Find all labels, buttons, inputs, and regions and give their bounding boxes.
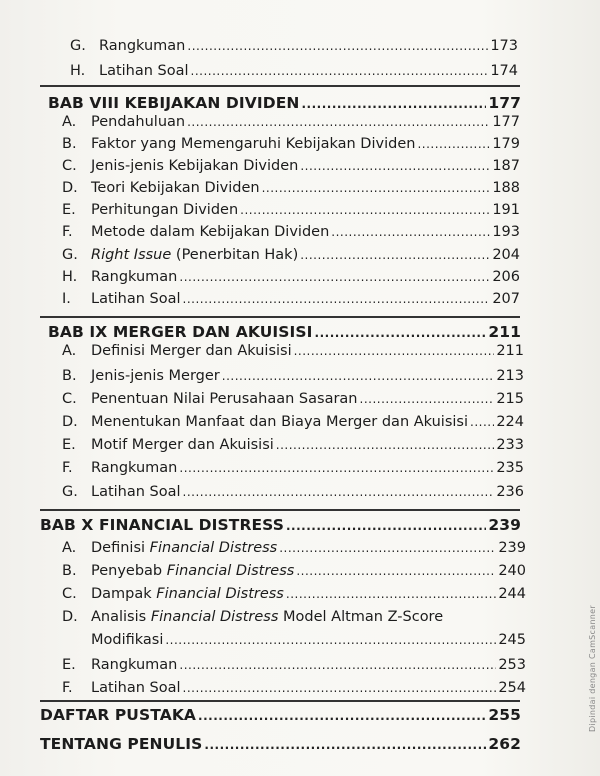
leader-dots	[179, 458, 494, 478]
chapter-divider	[40, 700, 520, 702]
chapter-divider	[40, 316, 520, 318]
leader-dots	[165, 630, 496, 650]
leader-dots	[276, 435, 495, 455]
leader-dots	[315, 322, 487, 343]
entry-title: Modifikasi	[91, 632, 164, 648]
leader-dots	[183, 678, 497, 698]
toc-entry-e[interactable]	[62, 655, 526, 675]
toc-entry-i[interactable]	[62, 289, 520, 309]
entry-letter: E.	[62, 437, 76, 453]
entry-title-text: Definisi	[91, 540, 150, 556]
leader-dots	[204, 734, 486, 755]
entry-page: 187	[492, 158, 520, 174]
entry-page: 207	[492, 291, 520, 307]
entry-title-italic: Financial Distress	[166, 563, 295, 579]
entry-letter: F.	[62, 460, 73, 476]
leader-dots	[286, 515, 486, 536]
toc-entry-c[interactable]	[62, 584, 526, 604]
toc-chapter-bab-viii[interactable]	[48, 93, 521, 114]
toc-entry-h[interactable]	[62, 267, 520, 287]
leader-dots	[301, 93, 486, 114]
entry-page: 173	[490, 38, 518, 54]
entry-letter: G.	[70, 38, 86, 54]
toc-entry-f[interactable]	[62, 222, 520, 242]
chapter-divider	[40, 509, 520, 511]
entry-page: 235	[496, 460, 524, 476]
leader-dots	[300, 245, 490, 265]
entry-title	[91, 245, 298, 265]
entry-title-italic: Financial Distress	[149, 540, 278, 556]
leader-dots	[179, 267, 490, 287]
entry-letter: D.	[62, 414, 78, 430]
toc-chapter-bab-x[interactable]	[40, 515, 521, 536]
entry-title: Rangkuman	[91, 269, 178, 285]
entry-page: 240	[498, 563, 526, 579]
leader-dots	[360, 389, 495, 409]
toc-entry-f[interactable]	[62, 458, 524, 478]
leader-dots	[183, 289, 491, 309]
leader-dots	[331, 222, 490, 242]
toc-tentang-penulis[interactable]	[40, 734, 521, 755]
leader-dots	[187, 112, 490, 132]
toc-entry-continuation[interactable]	[91, 630, 526, 650]
entry-title: Faktor yang Memengaruhi Kebijakan Dividen	[91, 136, 416, 152]
entry-title-italic: Financial Distress	[150, 609, 279, 625]
chapter-page: 211	[488, 323, 521, 341]
toc-daftar-pustaka[interactable]	[40, 705, 521, 726]
entry-title: Pendahuluan	[91, 114, 186, 130]
entry-title: Perhitungan Dividen	[91, 202, 239, 218]
entry-letter: G.	[62, 247, 78, 263]
entry-page: 244	[498, 586, 526, 602]
toc-entry-b[interactable]	[62, 561, 526, 581]
entry-title: Menentukan Manfaat dan Biaya Merger dan Akuisisi	[91, 414, 468, 430]
entry-title: Latihan Soal	[91, 680, 181, 696]
toc-entry-a[interactable]	[62, 341, 524, 361]
entry-title: Jenis-jenis Merger	[91, 368, 220, 384]
entry-letter: G.	[62, 484, 78, 500]
entry-page: 206	[492, 269, 520, 285]
leader-dots	[262, 178, 491, 198]
entry-letter: C.	[62, 391, 77, 407]
leader-dots	[296, 561, 496, 581]
leader-dots	[300, 156, 490, 176]
entry-page: 253	[498, 657, 526, 673]
entry-letter: H.	[70, 63, 86, 79]
entry-title-italic: Financial Distress	[156, 586, 284, 602]
chapter-page: 177	[488, 94, 521, 112]
entry-letter: F.	[62, 680, 73, 696]
entry-title: Penentuan Nilai Perusahaan Sasaran	[91, 391, 358, 407]
leader-dots	[222, 366, 495, 386]
entry-title	[91, 561, 294, 581]
toc-entry-g[interactable]	[62, 245, 520, 265]
entry-title: Latihan Soal	[91, 484, 181, 500]
leader-dots	[470, 412, 494, 432]
toc-entry-a[interactable]	[62, 538, 526, 558]
entry-title-text: (Penerbitan Hak)	[171, 247, 299, 263]
entry-letter: F.	[62, 224, 73, 240]
chapter-page: 239	[488, 516, 521, 534]
entry-page: 204	[492, 247, 520, 263]
chapter-title: BAB X FINANCIAL DISTRESS	[40, 516, 284, 534]
toc-chapter-bab-ix[interactable]	[48, 322, 521, 343]
entry-title: Rangkuman	[99, 38, 186, 54]
chapter-title: BAB IX MERGER DAN AKUISISI	[48, 323, 313, 341]
toc-entry-a[interactable]	[62, 112, 520, 132]
entry-title	[91, 538, 277, 558]
toc-entry-d[interactable]	[62, 607, 526, 627]
entry-title: Jenis-jenis Kebijakan Dividen	[91, 158, 299, 174]
leader-dots	[417, 134, 490, 154]
entry-page: 211	[496, 343, 524, 359]
toc-entry-h-latihan-soal[interactable]	[70, 61, 518, 81]
entry-page: 215	[496, 391, 524, 407]
leader-dots	[286, 584, 496, 604]
entry-letter: I.	[62, 291, 71, 307]
entry-page: 239	[498, 540, 526, 556]
chapter-page: 255	[488, 706, 521, 724]
leader-dots	[294, 341, 495, 361]
entry-page: 188	[492, 180, 520, 196]
entry-page: 177	[492, 114, 520, 130]
entry-letter: D.	[62, 609, 78, 625]
entry-page: 236	[496, 484, 524, 500]
toc-entry-e[interactable]	[62, 435, 524, 455]
entry-title: Rangkuman	[91, 657, 178, 673]
leader-dots	[187, 36, 488, 56]
toc-entry-d[interactable]	[62, 412, 524, 432]
entry-title-text: Model Altman Z-Score	[278, 609, 444, 625]
entry-title-text: Dampak	[91, 586, 157, 602]
entry-letter: H.	[62, 269, 78, 285]
chapter-title: DAFTAR PUSTAKA	[40, 706, 197, 724]
toc-entry-c[interactable]	[62, 156, 520, 176]
toc-entry-c[interactable]	[62, 389, 524, 409]
leader-dots	[279, 538, 496, 558]
entry-letter: E.	[62, 657, 76, 673]
entry-title: Latihan Soal	[99, 63, 189, 79]
entry-letter: D.	[62, 180, 78, 196]
entry-page: 224	[496, 414, 524, 430]
entry-title-text: Penyebab	[91, 563, 167, 579]
entry-title: Definisi Merger dan Akuisisi	[91, 343, 292, 359]
entry-title	[91, 607, 443, 627]
entry-title	[91, 584, 284, 604]
toc-entry-b[interactable]	[62, 366, 524, 386]
toc-entry-e[interactable]	[62, 200, 520, 220]
entry-page: 233	[496, 437, 524, 453]
entry-letter: C.	[62, 586, 77, 602]
entry-letter: B.	[62, 368, 77, 384]
entry-letter: B.	[62, 563, 77, 579]
entry-page: 254	[498, 680, 526, 696]
entry-letter: C.	[62, 158, 77, 174]
toc-entry-d[interactable]	[62, 178, 520, 198]
entry-letter: A.	[62, 114, 77, 130]
scanner-watermark: Dipindai dengan CamScanner	[588, 605, 597, 732]
entry-title: Rangkuman	[91, 460, 178, 476]
leader-dots	[191, 61, 489, 81]
entry-page: 174	[490, 63, 518, 79]
entry-page: 213	[496, 368, 524, 384]
leader-dots	[240, 200, 490, 220]
entry-title-text: Analisis	[91, 609, 151, 625]
entry-letter: A.	[62, 343, 77, 359]
toc-entry-b[interactable]	[62, 134, 520, 154]
leader-dots	[198, 705, 486, 726]
chapter-title: BAB VIII KEBIJAKAN DIVIDEN	[48, 94, 300, 112]
entry-page: 191	[492, 202, 520, 218]
entry-title: Latihan Soal	[91, 291, 181, 307]
chapter-divider	[40, 85, 520, 87]
entry-page: 193	[492, 224, 520, 240]
chapter-title: TENTANG PENULIS	[40, 735, 203, 753]
entry-title: Metode dalam Kebijakan Dividen	[91, 224, 330, 240]
entry-title: Teori Kebijakan Dividen	[91, 180, 260, 196]
entry-letter: E.	[62, 202, 76, 218]
leader-dots	[183, 482, 495, 502]
chapter-page: 262	[488, 735, 521, 753]
toc-entry-f[interactable]	[62, 678, 526, 698]
entry-letter: A.	[62, 540, 77, 556]
leader-dots	[179, 655, 496, 675]
entry-title-italic: Right Issue	[91, 247, 172, 263]
entry-title: Motif Merger dan Akuisisi	[91, 437, 274, 453]
toc-entry-g[interactable]	[62, 482, 524, 502]
entry-letter: B.	[62, 136, 77, 152]
toc-entry-g-rangkuman[interactable]	[70, 36, 518, 56]
entry-page: 245	[498, 632, 526, 648]
entry-page: 179	[492, 136, 520, 152]
